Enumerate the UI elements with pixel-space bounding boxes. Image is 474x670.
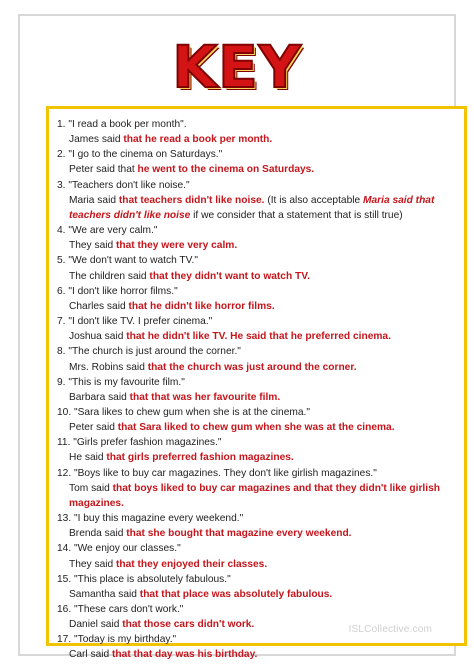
answer-highlight-text: Maria said that teachers didn't like noise <box>69 194 435 221</box>
answer-lead-text: Barbara said <box>69 391 130 403</box>
reported-speech-answer <box>57 481 454 511</box>
answer-highlight-text: that they didn't want to watch TV. <box>149 270 310 282</box>
direct-speech-sentence: 13. "I buy this magazine every weekend." <box>57 513 244 525</box>
answer-key-entry <box>57 632 454 662</box>
answer-key-entry <box>57 117 454 147</box>
answer-highlight-text: that they enjoyed their classes. <box>116 558 268 570</box>
answer-key-entry <box>57 223 454 253</box>
answer-key-entry <box>57 253 454 283</box>
answer-key-box <box>46 106 467 661</box>
reported-speech-answer <box>57 132 454 147</box>
direct-speech-sentence: 8. "The church is just around the corner." <box>57 346 241 358</box>
answer-key-list <box>57 117 454 663</box>
answer-key-entry <box>57 405 454 435</box>
direct-speech-sentence: 4. "We are very calm." <box>57 225 158 237</box>
answer-lead-text: Mrs. Robins said <box>69 361 148 373</box>
direct-speech-sentence: 12. "Boys like to buy car magazines. They don't like girlish magazines." <box>57 467 377 479</box>
answer-lead-text: They said <box>69 240 116 252</box>
reported-speech-answer <box>57 450 454 465</box>
answer-key-entry <box>57 511 454 541</box>
answer-highlight-text: that he didn't like TV. He said that he preferred cinema. <box>126 331 391 343</box>
direct-speech-sentence: 11. "Girls prefer fashion magazines." <box>57 437 222 449</box>
reported-speech-answer <box>57 526 454 541</box>
direct-speech-sentence: 7. "I don't like TV. I prefer cinema." <box>57 316 213 328</box>
page-title: KEY <box>172 33 302 101</box>
answer-highlight-text: that that day was his birthday. <box>112 649 258 661</box>
answer-lead-text: Samantha said <box>69 588 140 600</box>
direct-speech-sentence: 6. "I don't like horror films." <box>57 285 178 297</box>
reported-speech-answer <box>57 557 454 572</box>
reported-speech-answer <box>57 193 454 223</box>
direct-speech-sentence: 1. "I read a book per month". <box>57 119 187 130</box>
answer-lead-text: Carl said <box>69 649 113 661</box>
answer-lead-text: (It is also acceptable <box>264 194 364 206</box>
reported-speech-answer <box>57 299 454 314</box>
answer-lead-text: Tom said <box>69 482 113 494</box>
answer-lead-text: He said <box>69 452 107 464</box>
answer-highlight-text: that they were very calm. <box>116 240 238 252</box>
answer-lead-text: Peter said that <box>69 164 138 176</box>
answer-lead-text: They said <box>69 558 116 570</box>
direct-speech-sentence: 2. "I go to the cinema on Saturdays." <box>57 149 223 161</box>
answer-key-entry <box>57 344 454 374</box>
answer-lead-text: Daniel said <box>69 619 123 631</box>
direct-speech-sentence: 15. "This place is absolutely fabulous." <box>57 573 231 585</box>
answer-highlight-text: that that place was absolutely fabulous. <box>139 588 333 600</box>
direct-speech-sentence: 9. "This is my favourite film." <box>57 376 185 388</box>
answer-highlight-text: that those cars didn't work. <box>122 619 255 631</box>
answer-highlight-text: that teachers didn't like noise. <box>118 194 265 206</box>
answer-lead-text: Joshua said <box>69 331 127 343</box>
reported-speech-answer <box>57 647 454 662</box>
answer-highlight-text: he went to the cinema on Saturdays. <box>137 164 315 176</box>
answer-key-entry <box>57 284 454 314</box>
answer-lead-text: James said <box>69 134 124 146</box>
answer-highlight-text: that Sara liked to chew gum when she was at the cinema. <box>117 422 395 434</box>
reported-speech-answer <box>57 390 454 405</box>
answer-highlight-text: that boys liked to buy car magazines and that they didn't like girlish magazines. <box>69 482 440 509</box>
direct-speech-sentence: 17. "Today is my birthday." <box>57 634 177 646</box>
reported-speech-answer <box>57 360 454 375</box>
reported-speech-answer <box>57 587 454 602</box>
answer-highlight-text: that the church was just around the corner. <box>147 361 357 373</box>
answer-lead-text: Charles said <box>69 300 129 312</box>
direct-speech-sentence: 10. "Sara likes to chew gum when she is at the cinema." <box>57 406 310 418</box>
answer-key-entry <box>57 541 454 571</box>
reported-speech-answer <box>57 269 454 284</box>
direct-speech-sentence: 16. "These cars don't work." <box>57 604 184 615</box>
direct-speech-sentence: 14. "We enjoy our classes." <box>57 543 181 555</box>
reported-speech-answer <box>57 238 454 253</box>
answer-highlight-text: that girls preferred fashion magazines. <box>106 452 294 464</box>
answer-key-entry <box>57 178 454 223</box>
watermark: ISLCollective.com <box>348 624 432 635</box>
worksheet-page <box>18 14 456 661</box>
answer-key-entry <box>57 375 454 405</box>
answer-key-entry <box>57 466 454 511</box>
answer-lead-text: if we consider that a statement that is still true) <box>190 209 403 221</box>
reported-speech-answer <box>57 420 454 435</box>
answer-highlight-text: that she bought that magazine every weekend. <box>126 528 352 540</box>
reported-speech-answer <box>57 162 454 177</box>
direct-speech-sentence: 5. "We don't want to watch TV." <box>57 255 198 267</box>
answer-lead-text: Brenda said <box>69 528 127 540</box>
answer-highlight-text: that he read a book per month. <box>123 134 273 146</box>
answer-lead-text: Maria said <box>69 194 119 206</box>
direct-speech-sentence: 3. "Teachers don't like noise." <box>57 179 190 191</box>
answer-highlight-text: that he didn't like horror films. <box>128 300 275 312</box>
answer-key-entry <box>57 435 454 465</box>
answer-highlight-text: that that was her favourite film. <box>129 391 281 403</box>
answer-lead-text: The children said <box>69 270 150 282</box>
answer-lead-text: Peter said <box>69 422 118 434</box>
answer-key-entry <box>57 314 454 344</box>
answer-key-entry <box>57 572 454 602</box>
reported-speech-answer <box>57 329 454 344</box>
answer-key-entry <box>57 147 454 177</box>
